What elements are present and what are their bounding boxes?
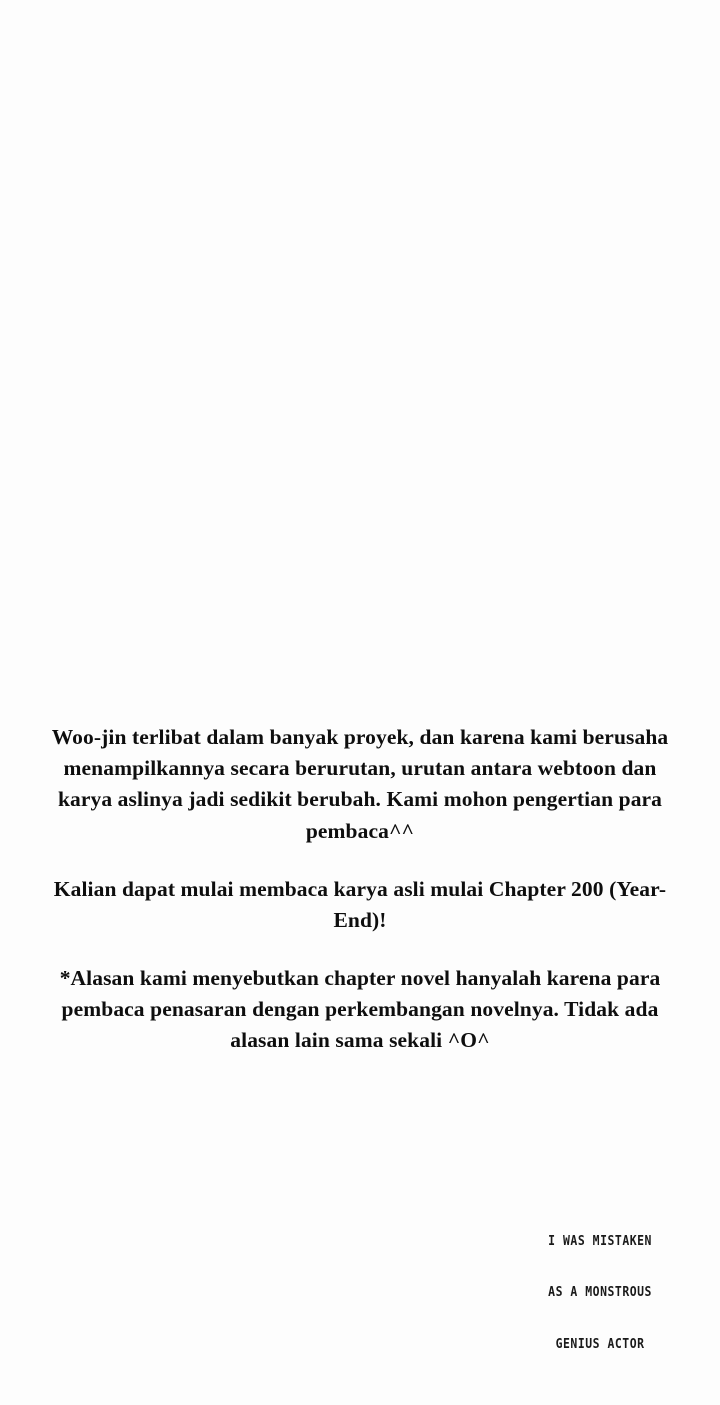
- series-title-credit: [548, 1198, 652, 1387]
- author-note-block: [0, 722, 720, 1057]
- credit-line-2: AS A MONSTROUS: [548, 1285, 652, 1301]
- note-paragraph-1: Woo-jin terlibat dalam banyak proyek, dan karena kami berusaha menampilkannya secara berurutan, urutan antara webtoon dan karya aslinya jadi sedikit berubah. Kami mohon pengertian para pembaca^^: [51, 725, 669, 843]
- credit-line-1: I WAS MISTAKEN: [548, 1233, 652, 1249]
- note-paragraph-3: *Alasan kami menyebutkan chapter novel hanyalah karena para pembaca penasaran dengan perkembangan novelnya. Tidak ada alasan lain sama sekali ^O^: [59, 966, 661, 1053]
- credit-line-3: GENIUS ACTOR: [555, 1336, 645, 1352]
- note-paragraph-2: Kalian dapat mulai membaca karya asli mulai Chapter 200 (Year-End)!: [53, 876, 667, 932]
